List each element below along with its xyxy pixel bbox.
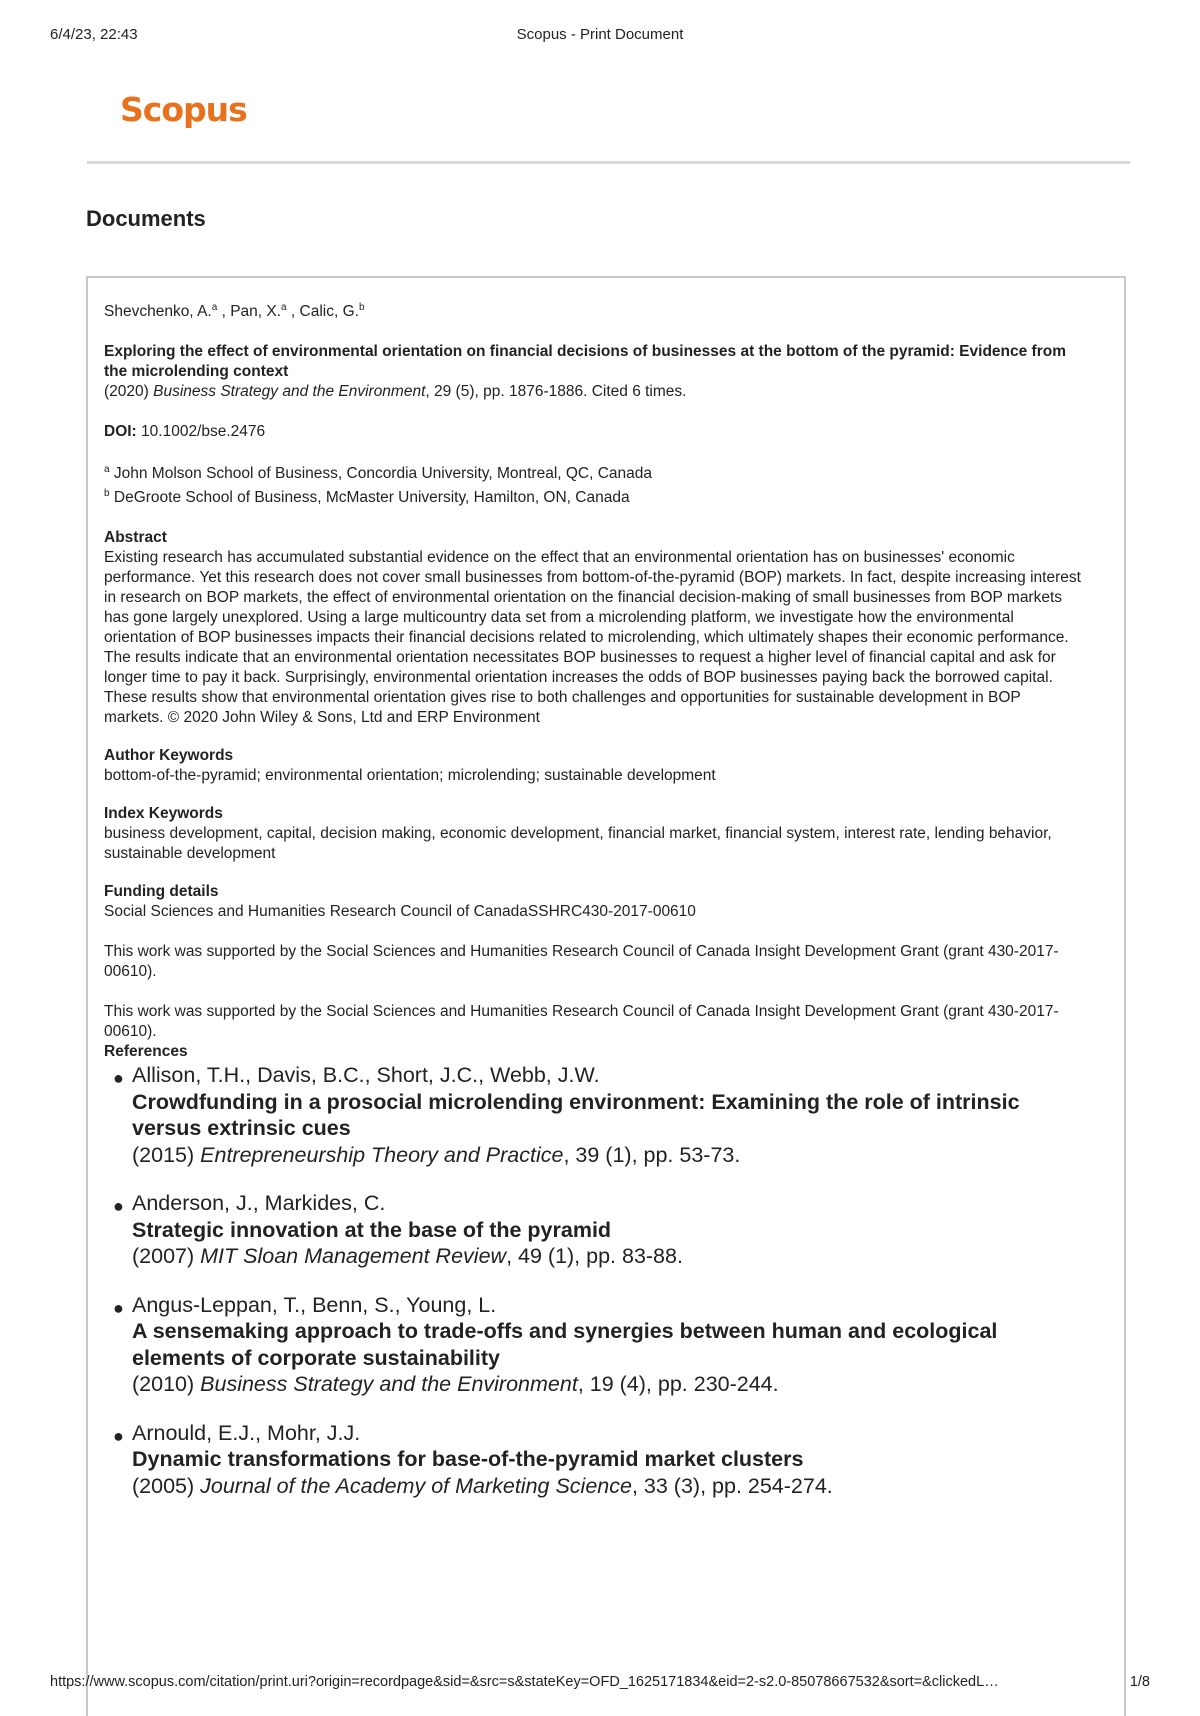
abstract-text: Existing research has accumulated substantial evidence on the effect that an environmental orientation has on businesses' economic performance. Yet this research does not cover small businesses from bottom-of-the-pyramid (BOP) markets. In fact, despite increasing interest in research on BOP markets, the effect of environmental orientation on the financial decision-making of small businesses from BOP markets has gone largely unexplored. Using a large multicountry data set from a microlending platform, we investigate how the environmental orientation of BOP businesses impacts their financial decisions related to microlending, which ultimately shapes their economic performance. The results indicate that an environmental orientation necessitates BOP businesses to request a higher level of financial capital and ask for longer time to pay it back. Surprisingly, environmental orientation increases the odds of BOP businesses paying back the borrowed capital. These results show that environmental orientation gives rise to both challenges and opportunities for sustainable development in BOP markets. © 2020 John Wiley & Sons, Ltd and ERP Environment [104,549,1081,726]
reference-journal: Entrepreneurship Theory and Practice [200,1142,564,1167]
print-page-number: 1/8 [1129,1674,1150,1690]
reference-volume-pages: , 33 (3), pp. 254-274. [631,1473,833,1498]
print-datetime: 6/4/23, 22:43 [50,26,138,43]
bullet-icon: ● [113,1297,124,1318]
bullet-icon: ● [113,1196,124,1216]
print-page-title: Scopus - Print Document [516,26,684,43]
source-citation [104,382,1084,402]
reference-list [104,1062,1084,1499]
abstract-section [104,528,1084,728]
reference-year: (2015) [132,1142,195,1167]
affiliation-key: b [104,487,110,499]
index-keywords-section [104,804,1084,864]
publication-year: (2020) [104,383,149,400]
funding-text: This work was supported by the Social Sciences and Humanities Research Council of Canada Insight Development Grant (grant 430-2017-00610). [104,943,1059,980]
funding-text: This work was supported by the Social Sciences and Humanities Research Council of Canada Insight Development Grant (grant 430-2017-00610). [104,1003,1059,1040]
funding-section [104,882,1084,1042]
author-keywords-text: bottom-of-the-pyramid; environmental orientation; microlending; sustainable development [104,767,716,784]
reference-item [104,1292,1084,1398]
document-title: Exploring the effect of environmental orientation on financial decisions of businesses at the bottom of the pyramid: Evidence from the microlending context [104,343,1066,380]
header-divider [87,161,1130,164]
reference-authors: Arnould, E.J., Mohr, J.J. [132,1420,361,1445]
bullet-icon: ● [113,1068,124,1088]
affiliation-item [104,462,1084,486]
volume-pages-citations: , 29 (5), pp. 1876-1886. Cited 6 times. [425,383,687,400]
affiliation-key: a [104,463,110,475]
author-name[interactable]: Pan, X. [230,303,282,320]
reference-volume-pages: , 39 (1), pp. 53-73. [563,1142,741,1167]
funding-heading: Funding details [104,883,219,900]
index-keywords-heading: Index Keywords [104,805,223,822]
reference-authors: Anderson, J., Markides, C. [132,1191,386,1215]
author-keywords-section [104,746,1084,786]
reference-item [104,1420,1084,1500]
document-record [104,302,1084,1521]
index-keywords-text: business development, capital, decision making, economic development, financial market, financial system, interest rate, lending behavior, sustainable development [104,825,1052,862]
reference-source [132,1371,1084,1398]
reference-year: (2010) [132,1372,195,1396]
print-footer-url: https://www.scopus.com/citation/print.uri?origin=recordpage&sid=&src=s&stateKey=OFD_1625171834&eid=2-s2.0-85078667532&sort=&clickedL… [50,1674,999,1690]
reference-title: Dynamic transformations for base-of-the-pyramid market clusters [132,1447,804,1471]
doi-value[interactable]: 10.1002/bse.2476 [141,423,266,440]
references-heading: References [104,1043,188,1060]
author-affiliation-key: b [358,301,365,313]
funding-sponsor: Social Sciences and Humanities Research Council of CanadaSSHRC430-2017-00610 [104,903,696,920]
reference-year: (2007) [132,1244,195,1268]
reference-title: A sensemaking approach to trade-offs and synergies between human and ecological elements of corporate sustainability [132,1319,998,1370]
author-affiliation-key: a [281,301,287,313]
reference-source [132,1142,1084,1169]
reference-title: Strategic innovation at the base of the pyramid [132,1217,612,1242]
reference-authors: Angus-Leppan, T., Benn, S., Young, L. [132,1292,497,1317]
bullet-icon: ● [113,1425,124,1446]
abstract-heading: Abstract [104,529,167,546]
reference-title: Crowdfunding in a prosocial microlending environment: Examining the role of intrinsic versus extrinsic cues [132,1089,1020,1140]
affiliation-text: DeGroote School of Business, McMaster University, Hamilton, ON, Canada [113,489,630,506]
reference-journal: Journal of the Academy of Marketing Science [200,1473,632,1498]
affiliation-item [104,486,1084,510]
doi-line [104,422,1084,442]
author-name[interactable]: Shevchenko, A. [104,303,212,320]
reference-authors: Allison, T.H., Davis, B.C., Short, J.C., Webb, J.W. [132,1063,600,1087]
author-list: Shevchenko, A.$^a$ , Pan, X.$^a$ , Calic, G.$^b$ [104,301,365,320]
author-name[interactable]: Calic, G. [299,303,359,320]
reference-journal: MIT Sloan Management Review [200,1244,507,1268]
source-title: Business Strategy and the Environment [153,383,426,400]
reference-journal: Business Strategy and the Environment [200,1372,578,1396]
author-affiliation-key: a [211,301,218,313]
reference-source [132,1243,1084,1270]
doi-label: DOI: [104,423,137,440]
reference-item [104,1062,1084,1168]
author-keywords-heading: Author Keywords [104,747,234,764]
reference-volume-pages: , 19 (4), pp. 230-244. [577,1372,779,1396]
affiliation-text: John Molson School of Business, Concordia University, Montreal, QC, Canada [113,465,653,482]
reference-item [104,1190,1084,1270]
reference-year: (2005) [132,1473,195,1498]
page-title: Documents [86,206,206,231]
reference-volume-pages: , 49 (1), pp. 83-88. [506,1244,683,1268]
reference-source [132,1473,1084,1500]
scopus-logo[interactable]: Scopus [120,90,247,129]
